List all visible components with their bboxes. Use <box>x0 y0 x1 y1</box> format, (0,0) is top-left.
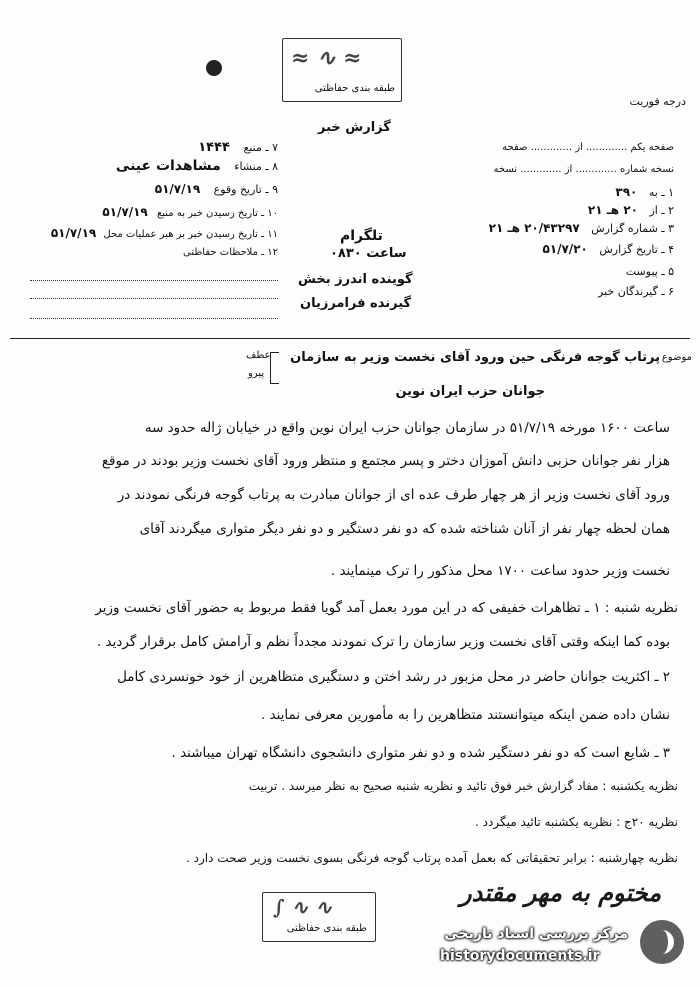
telegram-label: تلگرام <box>340 228 383 244</box>
copy-line: نسخه شماره ............. از ............. نسخه <box>493 164 674 175</box>
field-source: ۷ ـ منبع ۱۴۴۴ <box>198 140 278 155</box>
stamp-scribble: ∫ ∿ ∿ <box>273 895 333 919</box>
telegram-receiver: گیرنده فرامرزیان <box>300 296 412 311</box>
priority-label: درجه فوریت <box>629 95 686 108</box>
field-from: ۲ ـ از ۲۰ هـ ۲۱ <box>587 203 674 217</box>
header-divider <box>10 338 690 339</box>
blank-line <box>30 280 278 281</box>
classification-label: طبقه بندی حفاظتی <box>314 83 395 94</box>
body-line: بوده کما اینکه وقتی آقای نخست وزیر سازمان را ترک نمودند مجدداً نظم و آرامش کامل برقرار گردید . <box>96 634 670 650</box>
body-line: نظریه ۲۰ج : نظریه یکشنبه تائید میگردد . <box>475 815 678 829</box>
field-security-notes: ۱۲ ـ ملاحظات حفاظتی <box>183 247 278 258</box>
field-recipients: ۶ ـ گیرندگان خبر <box>598 285 674 298</box>
field-occurrence-date: ۹ ـ تاریخ وقوع ۵۱/۷/۱۹ <box>154 182 278 196</box>
atf-label: عطف <box>246 350 271 361</box>
stamp-scribble: ≈ ∿ ≈ <box>291 45 362 71</box>
watermark-logo-icon <box>640 920 684 964</box>
body-line: نشان داده ضمن اینکه میتوانستند متظاهرین را به مأمورین معرفی نمایند . <box>260 707 670 723</box>
report-title: گزارش خبر <box>318 120 391 135</box>
watermark-url: historydocuments.ir <box>440 948 600 964</box>
handwritten-signature: مختوم به مهر مقتدر <box>460 878 662 907</box>
blank-line <box>30 318 278 319</box>
body-line: همان لحظه چهار نفر از آنان شناخته شده که دو نفر دستگیر و دو نفر دیگر متواری میگردند آقای <box>139 521 670 537</box>
watermark-name: مرکز بررسی اسناد تاریخی <box>444 926 628 942</box>
subject-line-2: جوانان حزب ایران نوین <box>395 384 545 399</box>
body-line: نظریه چهارشنبه : برابر تحقیقاتی که بعمل آمده پرتاب گوجه فرنگی بسوی نخست وزیر صحت دارد . <box>186 851 678 865</box>
field-attachment: ۵ ـ پیوست <box>625 265 674 278</box>
body-line: ۲ ـ اکثریت جوانان حاضر در محل مزبور در رشد اختن و دستگیری متظاهرین از خود خونسردی کامل <box>117 669 670 685</box>
field-report-number: ۳ ـ شماره گزارش ۲۰/۴۳۲۹۷ هـ ۲۱ <box>488 221 674 235</box>
body-line: ساعت ۱۶۰۰ مورخه ۵۱/۷/۱۹ در سازمان جوانان حزب ایران نوین واقع در خیابان ژاله حدود سه <box>144 420 670 436</box>
telegram-sender: گوینده اندرز بخش <box>298 272 413 287</box>
peyro-label: پیرو <box>248 368 265 379</box>
subject-bracket <box>270 352 279 384</box>
body-line: نظریه شنبه : ۱ ـ تظاهرات خفیفی که در این مورد بعمل آمد گویا فقط مربوط به حضور آقای نخست وزیر <box>95 600 678 616</box>
body-line: ۳ ـ شایع است که دو نفر دستگیر شده و دو نفر متواری دانشجوی دانشگاه تهران میباشند . <box>171 745 670 761</box>
field-to: ۱ ـ به ۳۹۰ <box>615 185 674 199</box>
footer-stamp-label: طبقه بندی حفاظتی <box>286 923 367 934</box>
hole-punch <box>206 60 222 76</box>
field-report-date: ۴ ـ تاریخ گزارش ۵۱/۷/۲۰ <box>542 242 674 256</box>
blank-line <box>30 298 278 299</box>
field-source-date: ۱۰ ـ تاریخ رسیدن خبر به منبع ۵۱/۷/۱۹ <box>102 205 278 219</box>
field-ops-date: ۱۱ ـ تاریخ رسیدن خبر بر هبر عملیات محل ۵۱/۷/۱۹ <box>50 226 278 240</box>
body-line: نظریه یکشنبه : مفاد گزارش خبر فوق تائید و نظریه شنبه صحیح به نظر میرسد . تربیت <box>248 779 678 793</box>
footer-classification-stamp <box>262 892 376 942</box>
page-line: صفحه یکم ............. از ............. صفحه <box>502 142 674 153</box>
field-origin: ۸ ـ منشاء مشاهدات عینی <box>115 158 278 174</box>
subject-line-1: پرتاب گوجه فرنگی حین ورود آقای نخست وزیر به سازمان <box>290 350 660 365</box>
top-classification-stamp <box>282 38 402 102</box>
subject-label: موضوع <box>661 352 692 363</box>
telegram-time: ساعت ۰۸۳۰ <box>330 246 407 261</box>
body-line: نخست وزیر حدود ساعت ۱۷۰۰ محل مذکور را ترک مینمایند . <box>330 563 670 579</box>
body-line: هزار نفر جوانان حزبی دانش آموزان دختر و پسر مجتمع و منتظر ورود آقای نخست وزیر بودند در موقع <box>101 453 670 469</box>
body-line: ورود آقای نخست وزیر از هر چهار طرف عده ای از جوانان مبادرت به پرتاب گوجه فرنگی نمودند در <box>117 487 670 503</box>
